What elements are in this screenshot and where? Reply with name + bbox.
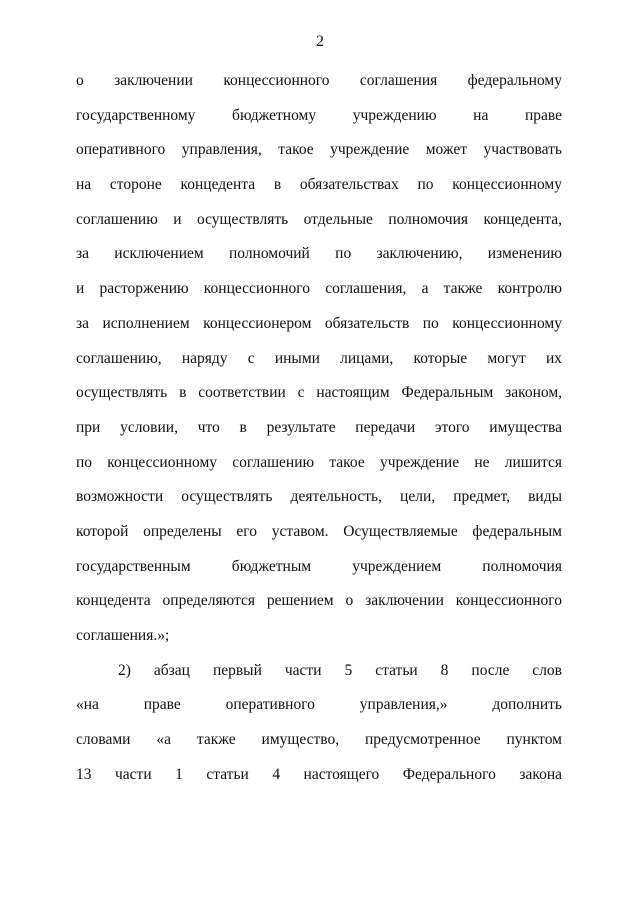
text-line: возможности осуществлять деятельность, цели, предмет, виды xyxy=(76,488,562,506)
text-line: за исполнением концессионером обязательств по концессионному xyxy=(76,314,562,332)
text-line: «на праве оперативного управления,» дополнить xyxy=(76,696,562,714)
text-line: соглашения.»; xyxy=(76,627,170,644)
text-line: при условии, что в результате передачи этого имущества xyxy=(76,418,562,436)
text-line: концедента определяются решением о заключении концессионного xyxy=(76,592,562,610)
text-line: осуществлять в соответствии с настоящим Федеральным законом, xyxy=(76,384,562,402)
text-line: соглашению и осуществлять отдельные полномочия концедента, xyxy=(76,210,562,228)
document-body xyxy=(76,70,562,798)
text-line: оперативного управления, такое учреждение может участвовать xyxy=(76,141,562,159)
text-line: которой определены его уставом. Осуществляемые федеральным xyxy=(76,522,562,540)
text-line: соглашению, наряду с иными лицами, которые могут их xyxy=(76,349,562,367)
text-line: 13 части 1 статьи 4 настоящего Федерального закона xyxy=(76,765,562,783)
text-line: на стороне концедента в обязательствах по концессионному xyxy=(76,176,562,194)
text-line: государственным бюджетным учреждением полномочия xyxy=(76,557,562,575)
text-line: словами «а также имущество, предусмотренное пунктом xyxy=(76,731,562,749)
page-number: 2 xyxy=(316,33,324,50)
text-line: государственному бюджетному учреждению на праве xyxy=(76,106,562,124)
text-line: за исключением полномочий по заключению, изменению xyxy=(76,245,562,263)
text-line: 2) абзац первый части 5 статьи 8 после слов xyxy=(118,661,562,679)
text-line: по концессионному соглашению такое учреждение не лишится xyxy=(76,453,562,471)
text-line: и расторжению концессионного соглашения, а также контролю xyxy=(76,280,562,298)
text-line: о заключении концессионного соглашения федеральному xyxy=(76,72,562,89)
